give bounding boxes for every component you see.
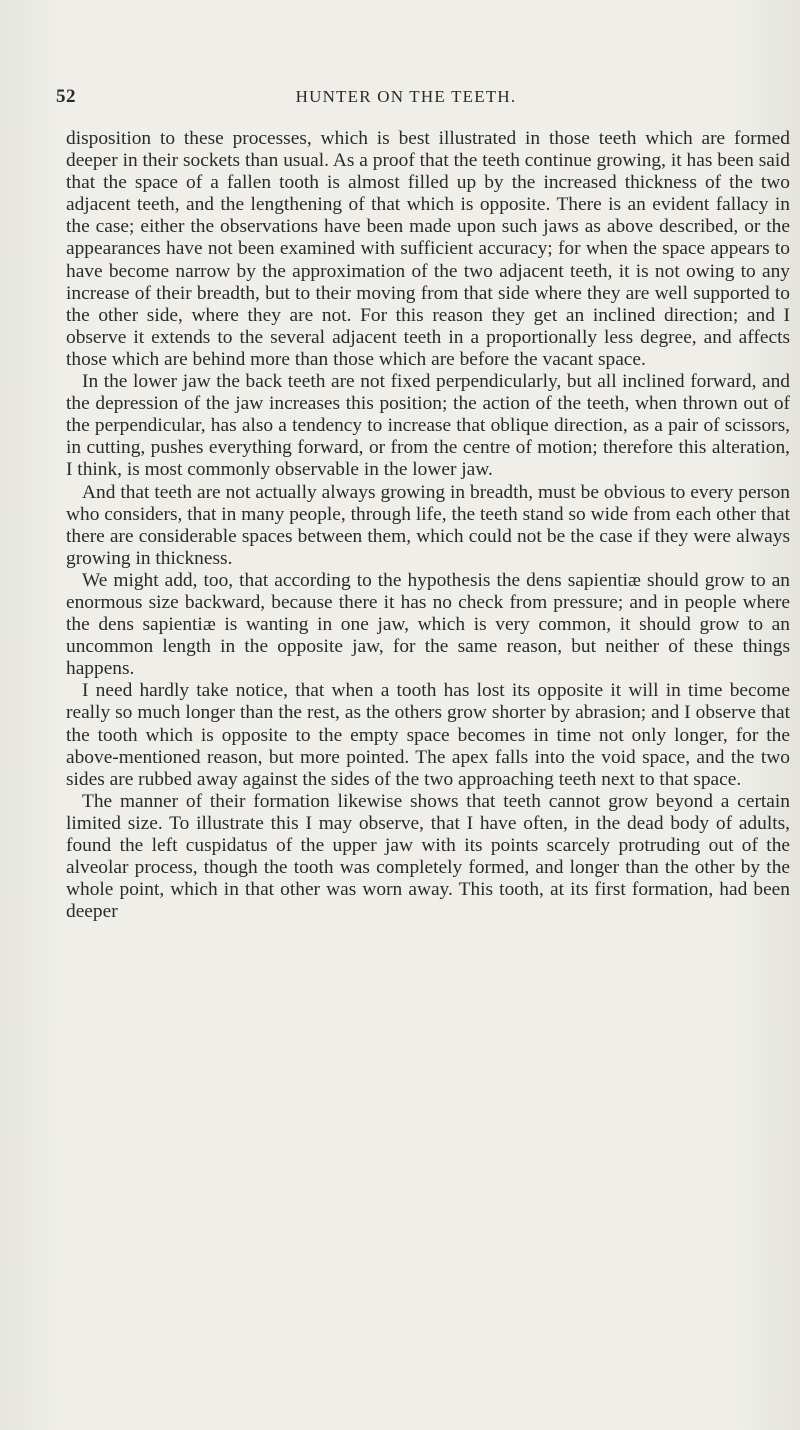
running-head [56, 86, 756, 112]
paragraph: The manner of their formation likewise shows that teeth cannot grow beyond a certain limited size. To illustrate this I may observe, that I have often, in the dead body of adults, found the left cuspidatus of the upper jaw with its points scarcely protruding out of the alveolar process, though the tooth was completely formed, and longer than the other by the whole point, which in that other was worn away. This tooth, at its first formation, had been deeper [66, 790, 790, 923]
paragraph: We might add, too, that according to the hypothesis the dens sapientiæ should grow to an enormous size backward, because there it has no check from pressure; and in people where the dens sapientiæ is wanting in one jaw, which is very common, it should grow to an uncommon length in the opposite jaw, for the same reason, but neither of these things happens. [66, 569, 790, 680]
paragraph: And that teeth are not actually always growing in breadth, must be obvious to every person who considers, that in many people, through life, the teeth stand so wide from each other that there are considerable spaces between them, which could not be the case if they were always growing in thickness. [66, 481, 790, 569]
running-title: HUNTER ON THE TEETH. [295, 87, 517, 106]
paragraph: disposition to these processes, which is best illustrated in those teeth which are formed deeper in their sockets than usual. As a proof that the teeth continue growing, it has been said that the space of a fallen tooth is almost filled up by the increased thickness of the two adjacent teeth, and the lengthening of that which is opposite. There is an evident fallacy in the case; either the observations have been made upon such jaws as above described, or the appearances have not been examined with sufficient accuracy; for when the space appears to have become narrow by the approximation of the two adjacent teeth, it is not owing to any increase of their breadth, but to their moving from that side where they are well supported to the other side, where they are not. For this reason they get an inclined direction; and I observe it extends to the several adjacent teeth in a proportionally less degree, and affects those which are behind more than those which are before the vacant space. [66, 128, 790, 370]
paragraph: In the lower jaw the back teeth are not fixed perpendicularly, but all inclined forward, and the depression of the jaw increases this position; the action of the teeth, when thrown out of the perpendicular, has also a tendency to increase that oblique direction, as a pair of scissors, in cutting, pushes everything forward, or from the centre of motion; therefore this alteration, I think, is most commonly observable in the lower jaw. [66, 371, 790, 481]
page-number: 52 [56, 86, 76, 107]
body-text [66, 128, 790, 923]
paragraph: I need hardly take notice, that when a tooth has lost its opposite it will in time become really so much longer than the rest, as the others grow shorter by abrasion; and I observe that the tooth which is opposite to the empty space becomes in time not only longer, for the above-mentioned reason, but more pointed. The apex falls into the void space, and the two sides are rubbed away against the sides of the two approaching teeth next to that space. [66, 680, 790, 790]
